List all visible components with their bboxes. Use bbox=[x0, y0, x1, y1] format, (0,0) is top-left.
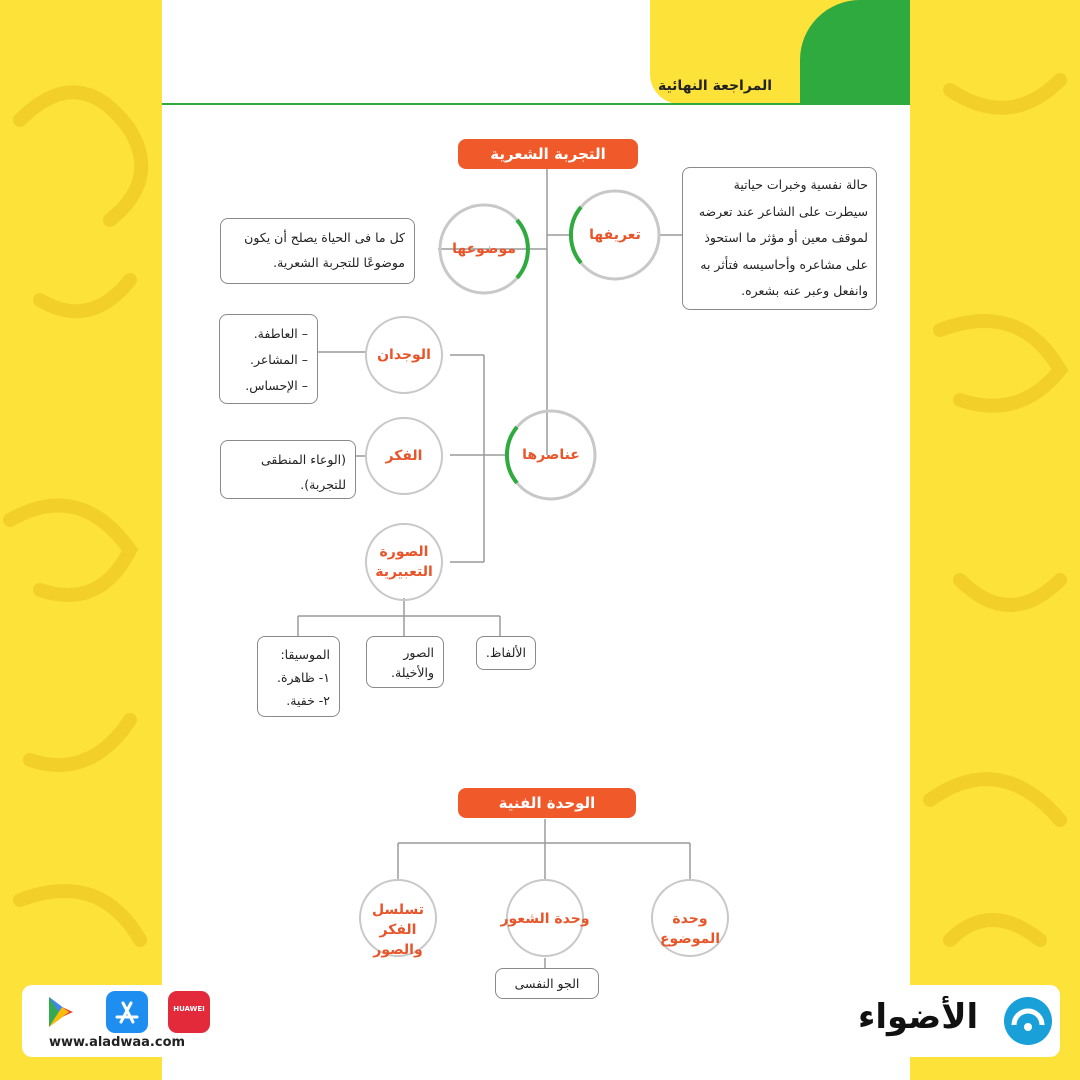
emotion-label: الوجدان bbox=[377, 347, 431, 363]
mood-line: الجو النفسى bbox=[514, 976, 580, 991]
root-experience-pill: التجربة الشعرية bbox=[458, 139, 638, 169]
website-url[interactable]: www.aladwaa.com bbox=[48, 1035, 186, 1050]
emotion-line: – المشاعر. bbox=[249, 352, 308, 367]
huawei-appgallery-icon[interactable] bbox=[168, 991, 210, 1033]
topic-unity-label: وحدة الموضوع bbox=[659, 911, 721, 947]
music-box bbox=[257, 636, 340, 717]
definition-line: سيطرت على الشاعر عند تعرضه bbox=[698, 203, 868, 219]
emotion-line: – العاطفة. bbox=[253, 326, 308, 341]
thought-label: الفكر bbox=[385, 448, 423, 464]
music-line: ٢- خفية. bbox=[286, 693, 330, 708]
publisher-logo bbox=[850, 985, 1060, 1057]
emotion-box bbox=[219, 314, 318, 404]
topics-line: موضوعًا للتجربة الشعرية. bbox=[273, 255, 405, 270]
google-play-icon[interactable] bbox=[40, 991, 82, 1033]
logo-text: الأضواء bbox=[858, 997, 979, 1037]
thought-line: للتجربة). bbox=[300, 477, 346, 492]
definition-box bbox=[682, 167, 877, 310]
topics-label: موضوعها bbox=[452, 241, 516, 257]
mood-box bbox=[495, 968, 599, 999]
topics-box bbox=[220, 218, 415, 284]
huawei-label: HUAWEI bbox=[173, 1005, 205, 1013]
words-box bbox=[476, 636, 536, 670]
music-line: الموسيقا: bbox=[280, 647, 330, 662]
definition-line: وانفعل وعبر عنه بشعره. bbox=[741, 283, 868, 298]
definition-line: لموقف معين أو مؤثر ما استحوذ bbox=[704, 230, 868, 245]
thought-box bbox=[220, 440, 356, 499]
music-line: ١- ظاهرة. bbox=[277, 670, 330, 685]
elements-label: عناصرها bbox=[522, 447, 580, 463]
words-line: الألفاظ. bbox=[485, 645, 526, 660]
definition-label: تعريفها bbox=[589, 227, 641, 243]
thought-sequence-label: تسلسل الفكر والصور bbox=[372, 902, 424, 958]
store-badges bbox=[22, 985, 212, 1057]
header-title: المراجعة النهائية bbox=[657, 78, 773, 94]
definition-line: حالة نفسية وخبرات حياتية bbox=[733, 177, 868, 192]
feeling-unity-label: وحدة الشعور bbox=[500, 911, 590, 927]
definition-line: على مشاعره وأحاسيسه فتأثر به bbox=[700, 256, 868, 272]
emotion-line: – الإحساس. bbox=[245, 378, 308, 393]
imagery-line: الصور bbox=[403, 645, 434, 660]
app-store-icon[interactable] bbox=[106, 991, 148, 1033]
root-unity-pill: الوحدة الفنية bbox=[458, 788, 636, 818]
topics-line: كل ما فى الحياة يصلح أن يكون bbox=[244, 230, 405, 245]
imagery-line: والأخيلة. bbox=[391, 665, 434, 680]
image-label: الصورة التعبيرية bbox=[375, 544, 433, 580]
logo-emblem-icon bbox=[1000, 993, 1056, 1049]
imagery-box bbox=[366, 636, 444, 688]
thought-line: (الوعاء المنطقى bbox=[260, 452, 346, 467]
